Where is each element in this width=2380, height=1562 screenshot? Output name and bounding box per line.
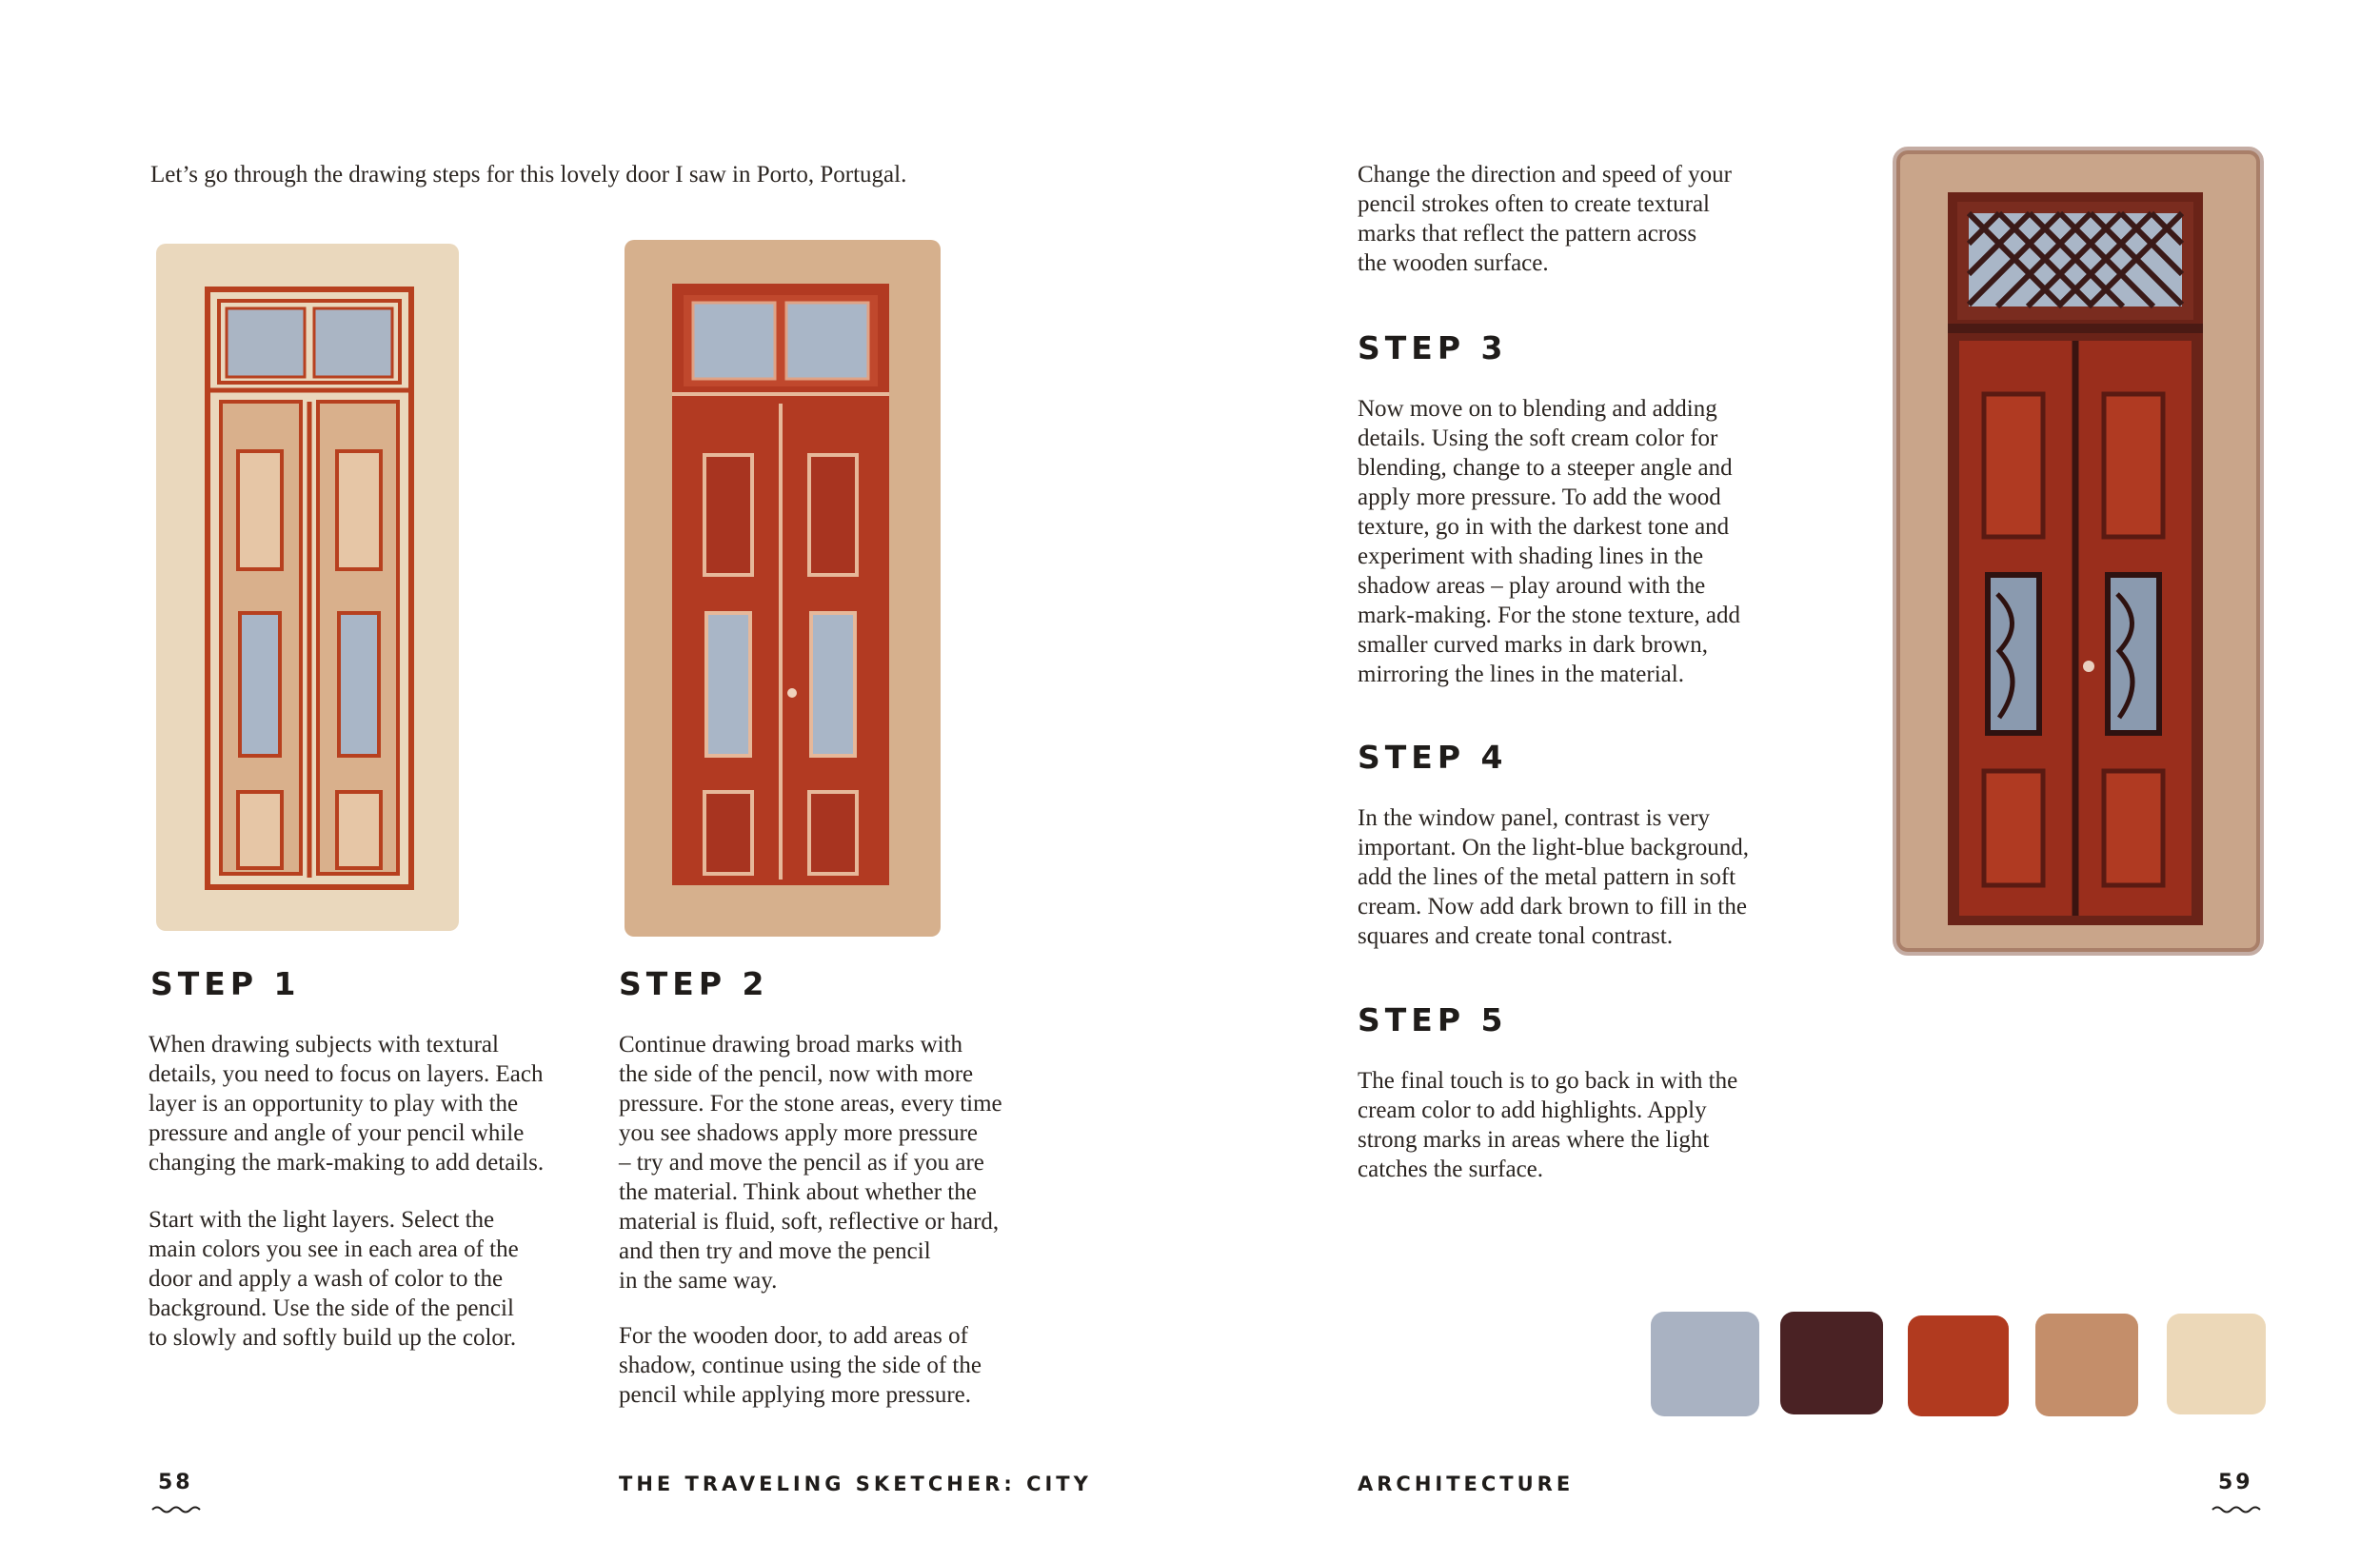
step-5-paragraph: The final touch is to go back in with the cream color to add highlights. Apply strong marks in areas where the light catches the surface.	[1358, 1068, 1738, 1182]
step-3-title: STEP 3	[1358, 329, 1508, 366]
step-5-title: STEP 5	[1358, 1001, 1508, 1038]
step-4-title: STEP 4	[1358, 739, 1508, 776]
swatch-red	[1908, 1315, 2009, 1416]
page-number-left: 58	[158, 1471, 193, 1494]
door-step1-illustration	[150, 240, 465, 935]
page-number-right: 59	[2218, 1471, 2253, 1494]
step-2-paragraph-2: For the wooden door, to add areas of shadow, continue using the side of the pencil while applying more pressure.	[619, 1323, 982, 1408]
left-intro: Let’s go through the drawing steps for this lovely door I saw in Porto, Portugal.	[150, 162, 907, 188]
swatch-cream	[2167, 1314, 2266, 1414]
right-intro: Change the direction and speed of your pencil strokes often to create textural marks that reflect the pattern across the wooden surface.	[1358, 162, 1732, 276]
swatch-tan	[2035, 1314, 2138, 1416]
step-2-paragraph-1: Continue drawing broad marks with the side of the pencil, now with more pressure. For the stone areas, every time you see shadows apply more pressure – try and move the pencil as if you are the material. Think about whether the material is fluid, soft, reflective or hard, and then try and move the pencil in the same way.	[619, 1032, 1002, 1294]
footer-section-title: ARCHITECTURE	[1358, 1473, 1575, 1495]
door-step2-illustration	[621, 236, 944, 940]
step-1-paragraph-1: When drawing subjects with textural details, you need to focus on layers. Each layer is an opportunity to play with the pressure and angle of your pencil while changing the mark-making to add details.	[149, 1032, 545, 1176]
step-1-paragraph-2: Start with the light layers. Select the main colors you see in each area of the door and apply a wash of color to the background. Use the side of the pencil to slowly and softly build up the color.	[149, 1207, 519, 1351]
footer-book-title: THE TRAVELING SKETCHER: CITY	[619, 1473, 1092, 1495]
door-final-illustration	[1893, 147, 2264, 956]
step-3-paragraph: Now move on to blending and adding details. Using the soft cream color for blending, change to a steeper angle and apply more pressure. To add the wood texture, go in with the darkest tone and experiment with shading lines in the shadow areas – play around with the mark-making. For the stone texture, add smaller curved marks in dark brown, mirroring the lines in the material.	[1358, 396, 1740, 687]
step-2-title: STEP 2	[619, 965, 769, 1002]
wave-ornament-right	[2211, 1504, 2264, 1515]
step-4-paragraph: In the window panel, contrast is very important. On the light-blue background, add the lines of the metal pattern in soft cream. Now add dark brown to fill in the squares and create tonal contrast.	[1358, 805, 1750, 949]
step-1-title: STEP 1	[150, 965, 301, 1002]
wave-ornament-left	[150, 1504, 204, 1515]
swatch-light-blue	[1651, 1312, 1759, 1416]
swatch-dark-brown	[1780, 1312, 1883, 1414]
